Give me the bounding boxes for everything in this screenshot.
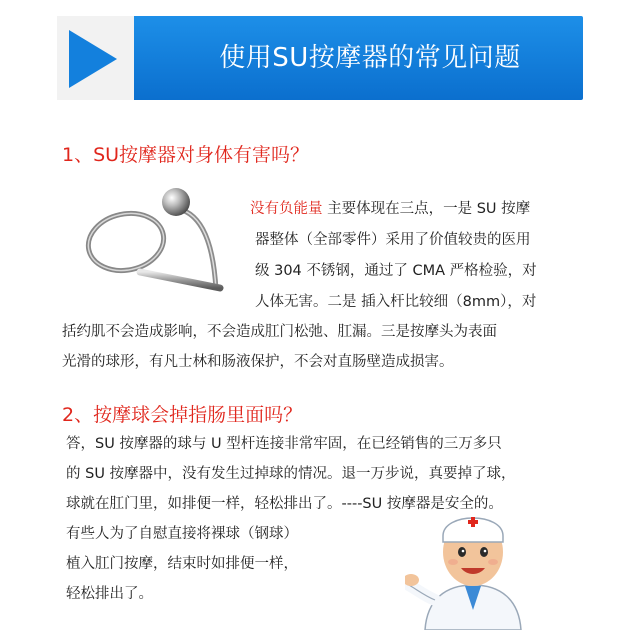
banner-left-panel <box>57 16 134 100</box>
section1-line-5: 括约肌不会造成影响，不会造成肛门松弛、肛漏。三是按摩头为表面 <box>62 324 497 340</box>
title-banner <box>57 16 583 100</box>
section1-line-3: 级 304 不锈钢，通过了 CMA 严格检验，对 <box>255 263 537 279</box>
no-negative-energy-highlight: 没有负能量 <box>250 201 323 217</box>
section1-line-4: 人体无害。二是 插入杆比较细（8mm），对 <box>255 294 537 310</box>
section2-line-6: 轻松排出了。 <box>66 586 153 602</box>
section1-heading: 1、SU按摩器对身体有害吗？ <box>62 144 310 166</box>
section1-line-2: 器整体（全部零件）采用了价值较贵的医用 <box>255 232 531 248</box>
doctor-cartoon-icon <box>405 500 540 630</box>
section2-line-1: 答，SU 按摩器的球与 U 型杆连接非常牢固，在已经销售的三万多只 <box>66 436 502 452</box>
section2-line-4: 有些人为了自慰直接将裸球（钢球） <box>66 526 298 542</box>
section2-line-5: 植入肛门按摩，结束时如排便一样， <box>66 556 298 572</box>
section1-line-6: 光滑的球形，有凡士林和肠液保护，不会对直肠壁造成损害。 <box>62 354 454 370</box>
section2-line-3: 球就在肛门里，如排便一样，轻松排出了。----SU 按摩器是安全的。 <box>66 496 503 512</box>
play-arrow-icon <box>57 16 134 100</box>
section2-line-2: 的 SU 按摩器中，没有发生过掉球的情况。退一万步说，真要掉了球， <box>66 466 516 482</box>
section1-line-1: 没有负能量 主要体现在三点，一是 SU 按摩 <box>250 201 531 217</box>
su-massager-illustration <box>78 180 253 305</box>
section2-heading: 2、按摩球会掉指肠里面吗？ <box>62 404 303 426</box>
banner-title: 使用SU按摩器的常见问题 <box>219 43 521 73</box>
